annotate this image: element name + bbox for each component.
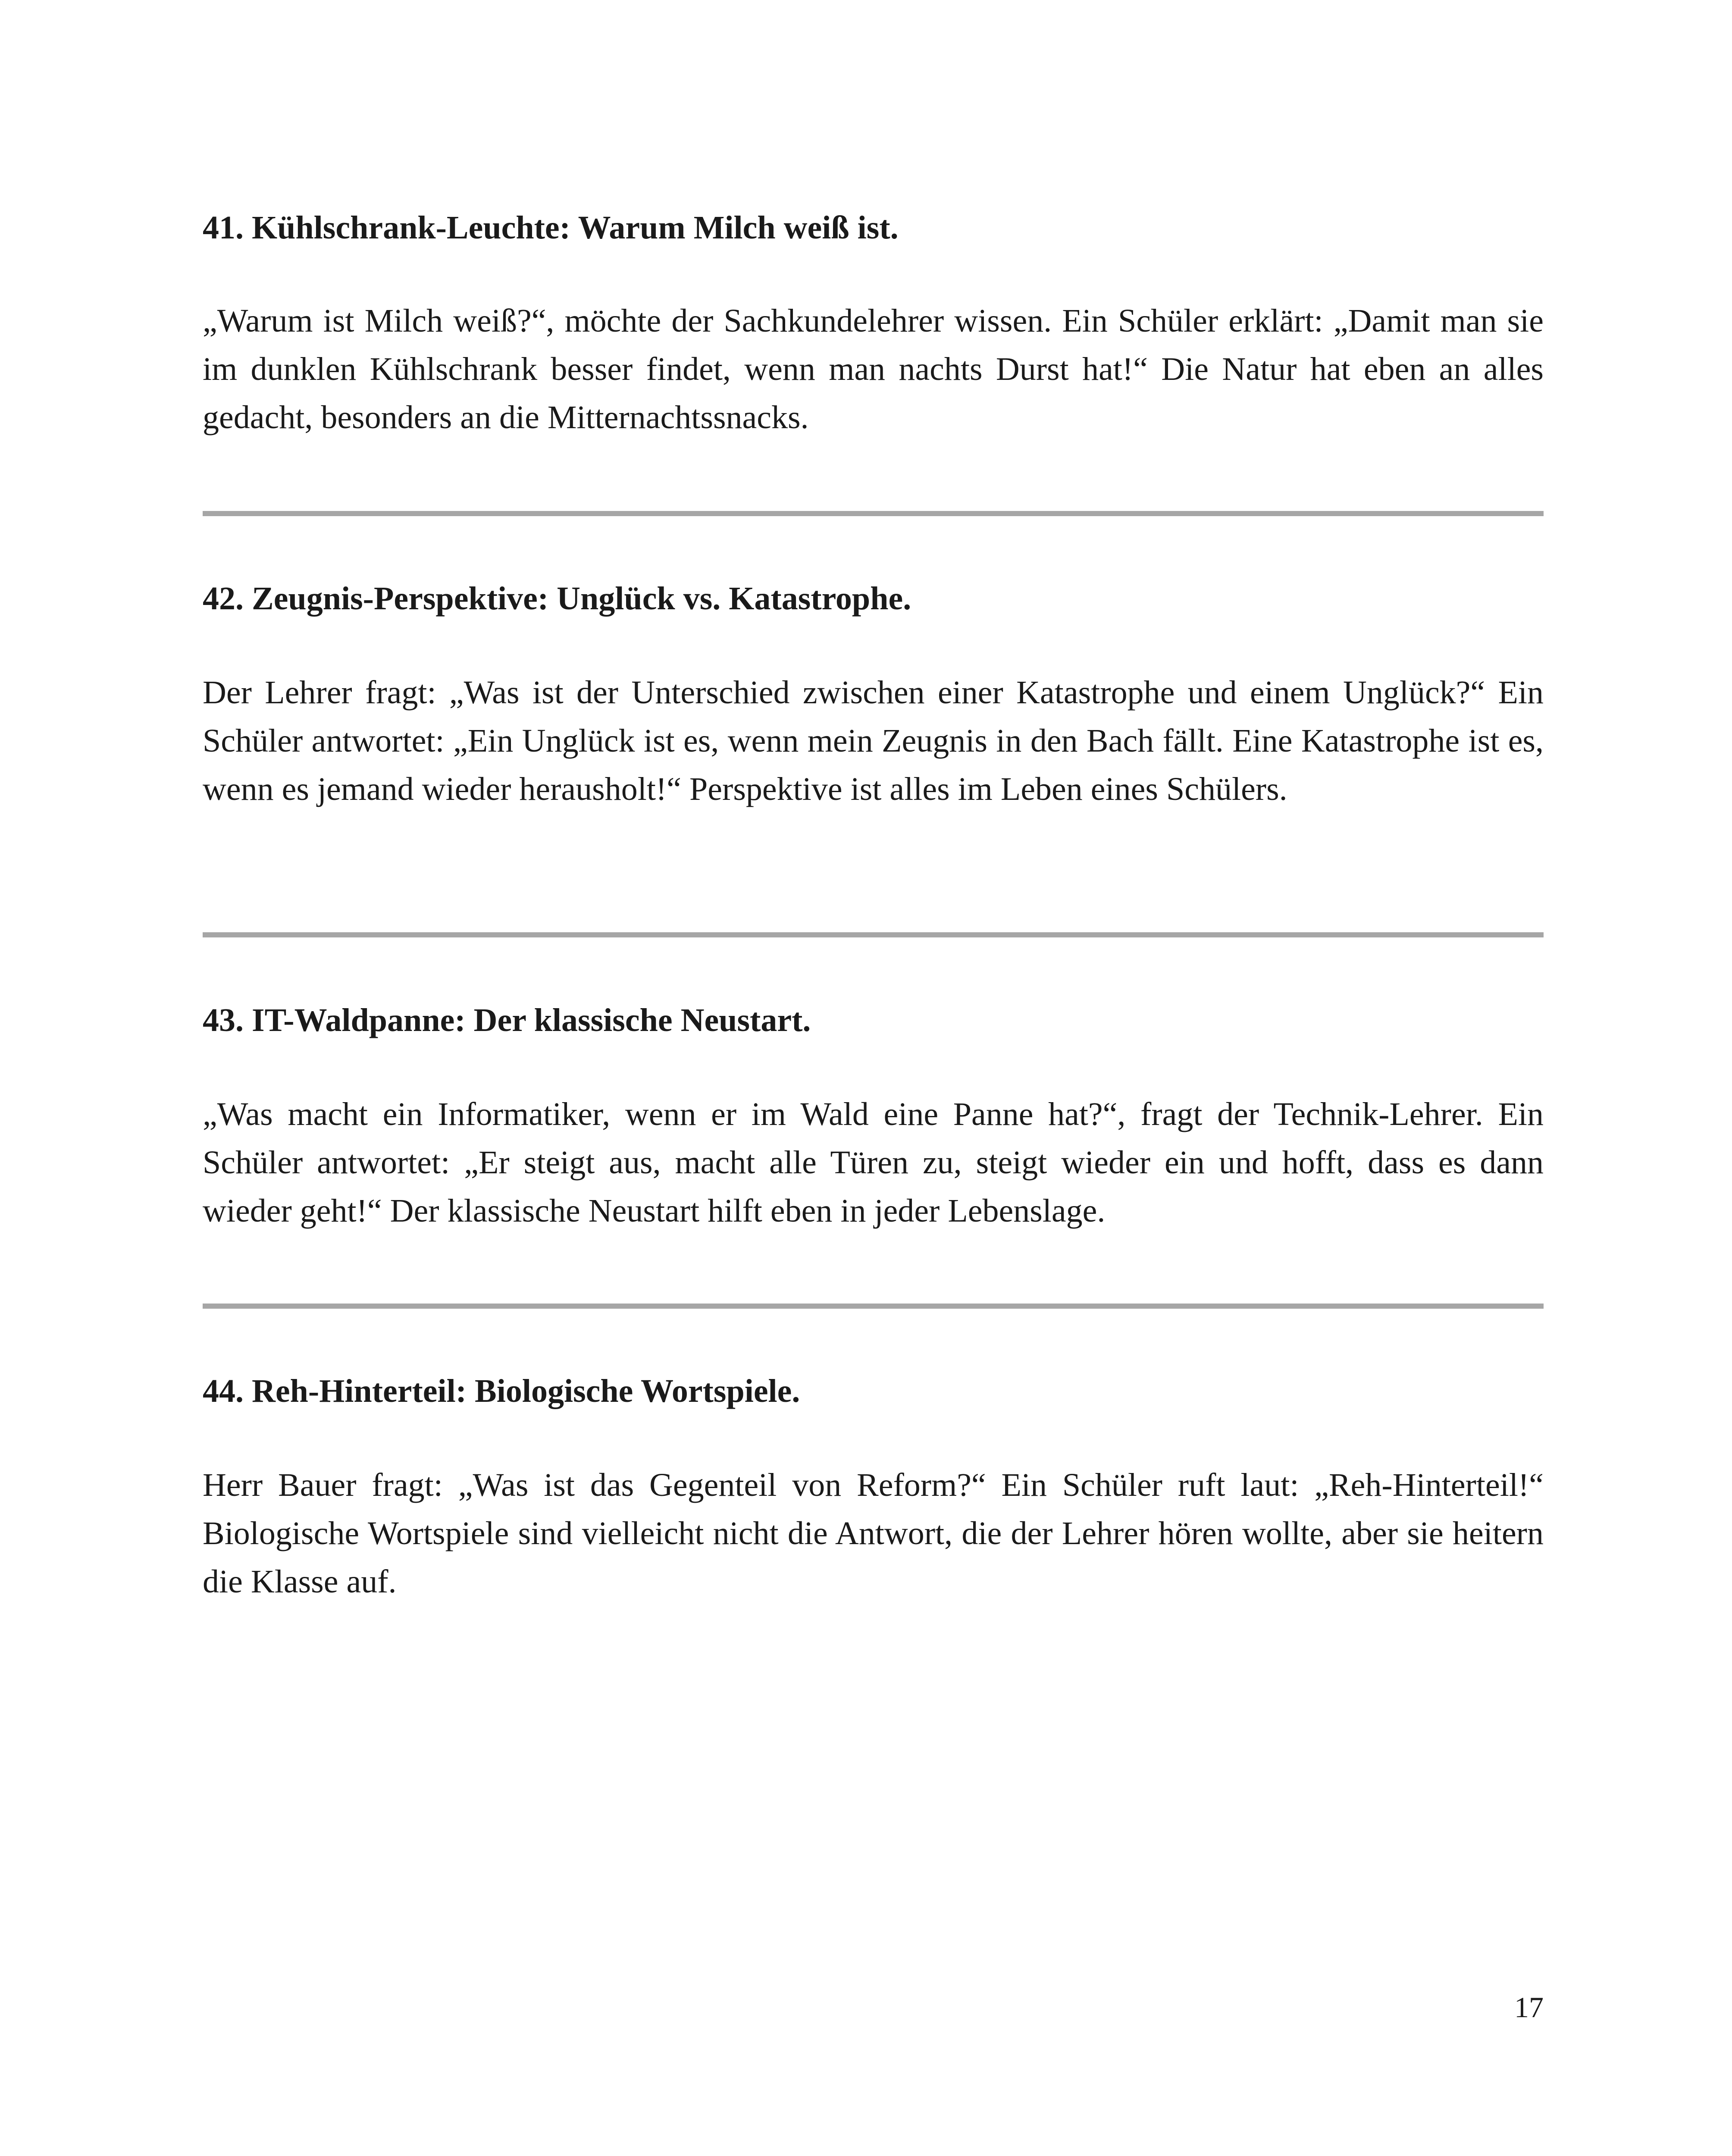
entry-body: „Warum ist Milch weiß?“, möchte der Sachkundelehrer wissen. Ein Schüler erklärt: „Damit man sie im dunklen Kühlschrank besser findet, wenn man nachts Durst hat!“ Die Natur hat eben an alles gedacht, besonders an die Mitternachtssnacks. xyxy=(203,303,1544,436)
entry-heading: 44. Reh-Hinterteil: Biologische Wortspiele. xyxy=(203,1373,800,1409)
entry-43 xyxy=(203,999,1544,1235)
entry-body: „Was macht ein Informatiker, wenn er im Wald eine Panne hat?“, fragt der Technik-Lehrer. Ein Schüler antwortet: „Er steigt aus, macht alle Türen zu, steigt wieder ein und hofft, dass es dann wieder geht!“ Der klassische Neustart hilft eben in jeder Lebenslage. xyxy=(203,1096,1544,1229)
entry-heading: 41. Kühlschrank-Leuchte: Warum Milch weiß ist. xyxy=(203,210,899,246)
section-divider xyxy=(203,1304,1544,1309)
section-divider xyxy=(203,511,1544,516)
section-divider xyxy=(203,932,1544,937)
entry-heading: 42. Zeugnis-Perspektive: Unglück vs. Katastrophe. xyxy=(203,580,911,617)
entry-heading: 43. IT-Waldpanne: Der klassische Neustart. xyxy=(203,1002,811,1038)
entry-body: Der Lehrer fragt: „Was ist der Unterschied zwischen einer Katastrophe und einem Unglück?“ Ein Schüler antwortet: „Ein Unglück ist es, wenn mein Zeugnis in den Bach fällt. Eine Katastrophe ist es, wenn es jemand wieder herausholt!“ Perspektive ist alles im Leben eines Schülers. xyxy=(203,674,1544,807)
entry-42 xyxy=(203,577,1544,813)
entry-41 xyxy=(203,206,1544,442)
page-number: 17 xyxy=(1514,1991,1544,2024)
entry-body: Herr Bauer fragt: „Was ist das Gegenteil von Reform?“ Ein Schüler ruft laut: „Reh-Hinterteil!“ Biologische Wortspiele sind vielleicht nicht die Antwort, die der Lehrer hören wollte, aber sie heitern die Klasse auf. xyxy=(203,1467,1544,1600)
entry-44 xyxy=(203,1369,1544,1606)
